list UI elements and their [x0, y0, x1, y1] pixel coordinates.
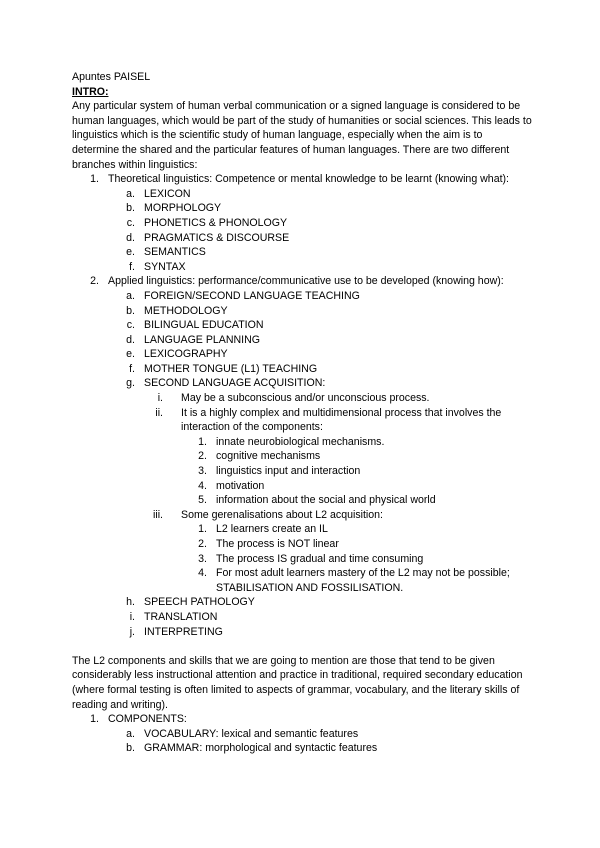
list-item-text: Theoretical linguistics: Competence or mental knowledge to be learnt (knowing what): [108, 173, 510, 186]
list-item-text: FOREIGN/SECOND LANGUAGE TEACHING [144, 289, 360, 302]
blank-line [72, 639, 532, 654]
list-item [72, 318, 532, 333]
list-item [72, 435, 532, 450]
document-title: Apuntes PAISEL [72, 71, 151, 83]
list-item [72, 391, 532, 406]
list-marker: b. [126, 304, 135, 317]
list-marker: d. [126, 231, 135, 244]
list-item [72, 216, 532, 231]
list-item [72, 201, 532, 216]
list-item-text: BILINGUAL EDUCATION [144, 319, 264, 332]
list-item-text: L2 learners create an IL [216, 523, 328, 536]
list-marker: d. [126, 333, 135, 346]
list-marker: i. [157, 392, 163, 405]
list-item-text: The process IS gradual and time consuming [216, 552, 424, 565]
list-item-text: cognitive mechanisms [216, 450, 321, 463]
list-item-text: METHODOLOGY [144, 304, 228, 317]
list-item [72, 187, 532, 202]
list-marker: 2. [198, 538, 207, 550]
list-item-text: LEXICON [144, 187, 191, 200]
list-item [72, 464, 532, 479]
list-item-text: MORPHOLOGY [144, 202, 222, 215]
list-item-text: COMPONENTS: [108, 713, 187, 726]
intro-paragraph: Any particular system of human verbal communication or a signed language is considered to be human languages, which would be part of the study of humanities or social sciences. This leads to linguistics which is the scientific study of human language, especially when the aim is to determine the shared and the particular features of human languages. There are two different branches within linguistics: [72, 100, 532, 171]
list-item-text: Applied linguistics: performance/communicative use to be developed (knowing how): [108, 275, 504, 288]
list-marker: b. [126, 742, 135, 755]
list-item-text: LANGUAGE PLANNING [144, 333, 260, 346]
list-marker: f. [129, 260, 135, 273]
list-item [72, 595, 532, 610]
list-marker: 2. [198, 450, 207, 463]
list-marker: 1. [198, 523, 207, 536]
list-marker: e. [126, 246, 135, 259]
list-item [72, 712, 532, 727]
list-item [72, 522, 532, 537]
list-marker: 1. [90, 713, 99, 726]
list-item-text: INTERPRETING [144, 625, 223, 638]
list-item [72, 493, 532, 508]
list-item-text: SPEECH PATHOLOGY [144, 596, 255, 609]
list-marker: 2. [90, 275, 99, 288]
list-marker: h. [126, 596, 135, 609]
list-item-text: It is a highly complex and multidimensional process that involves the interaction of the components: [181, 406, 502, 434]
list-marker: c. [126, 319, 135, 332]
list-item [72, 508, 532, 523]
list-item [72, 245, 532, 260]
list-item-text: SECOND LANGUAGE ACQUISITION: [144, 377, 326, 390]
list-item [72, 552, 532, 567]
list-item-text: linguistics input and interaction [216, 465, 361, 478]
list-marker: a. [126, 187, 135, 200]
list-item [72, 172, 532, 187]
list-marker: 3. [198, 465, 207, 478]
list-marker: f. [129, 362, 135, 375]
list-item [72, 727, 532, 742]
list-marker: i. [129, 610, 135, 623]
list-item [72, 231, 532, 246]
list-item [72, 479, 532, 494]
list-item [72, 449, 532, 464]
list-marker: 5. [198, 494, 207, 507]
list-item [72, 376, 532, 391]
list-marker: 1. [198, 435, 207, 448]
list-item-text: GRAMMAR: morphological and syntactic features [144, 742, 378, 755]
list-item [72, 625, 532, 640]
list-marker: 3. [198, 552, 207, 565]
list-marker: ii. [155, 406, 163, 419]
list-item-text: For most adult learners mastery of the L2 may not be possible; STABILISATION AND FOSSILISATION. [216, 567, 510, 594]
section-heading-intro: INTRO: [72, 85, 109, 98]
components-paragraph: The L2 components and skills that we are going to mention are those that tend to be given considerably less instructional attention and practice in traditional, required secondary education (where formal testing is often limited to aspects of grammar, vocabulary, and the literary skills of reading and writing). [72, 654, 523, 711]
list-marker: 1. [90, 173, 99, 186]
list-marker: 4. [198, 567, 207, 580]
list-item [72, 537, 532, 552]
list-item-text: PHONETICS & PHONOLOGY [144, 216, 288, 229]
list-marker: c. [126, 216, 135, 229]
list-item [72, 274, 532, 289]
list-item [72, 260, 532, 275]
list-marker: a. [126, 727, 135, 740]
list-item-text: The process is NOT linear [216, 538, 339, 550]
list-item-text: information about the social and physical world [216, 494, 436, 507]
list-item-text: PRAGMATICS & DISCOURSE [144, 231, 290, 244]
list-item-text: SEMANTICS [144, 246, 206, 259]
list-marker: a. [126, 289, 135, 302]
list-item [72, 333, 532, 348]
list-item-text: May be a subconscious and/or unconscious process. [181, 392, 430, 405]
list-marker: g. [126, 377, 135, 390]
list-marker: iii. [152, 508, 163, 521]
list-marker: b. [126, 202, 135, 215]
list-item-text: VOCABULARY: lexical and semantic features [144, 727, 359, 740]
list-item [72, 362, 532, 377]
list-item-text: Some gerenalisations about L2 acquisition: [181, 508, 384, 521]
list-item [72, 347, 532, 362]
list-item [72, 304, 532, 319]
list-item [72, 566, 532, 595]
list-item-text: LEXICOGRAPHY [144, 348, 228, 361]
list-item-text: MOTHER TONGUE (L1) TEACHING [144, 362, 318, 375]
list-marker: e. [126, 348, 135, 361]
list-item-text: motivation [216, 479, 265, 492]
list-item [72, 406, 532, 435]
list-item-text: TRANSLATION [144, 610, 218, 623]
list-marker: j. [129, 625, 135, 638]
list-item-text: SYNTAX [144, 260, 186, 273]
list-marker: 4. [198, 479, 207, 492]
list-item [72, 741, 532, 756]
list-item [72, 610, 532, 625]
list-item [72, 289, 532, 304]
document-page [72, 70, 532, 756]
list-item-text: innate neurobiological mechanisms. [216, 435, 385, 448]
